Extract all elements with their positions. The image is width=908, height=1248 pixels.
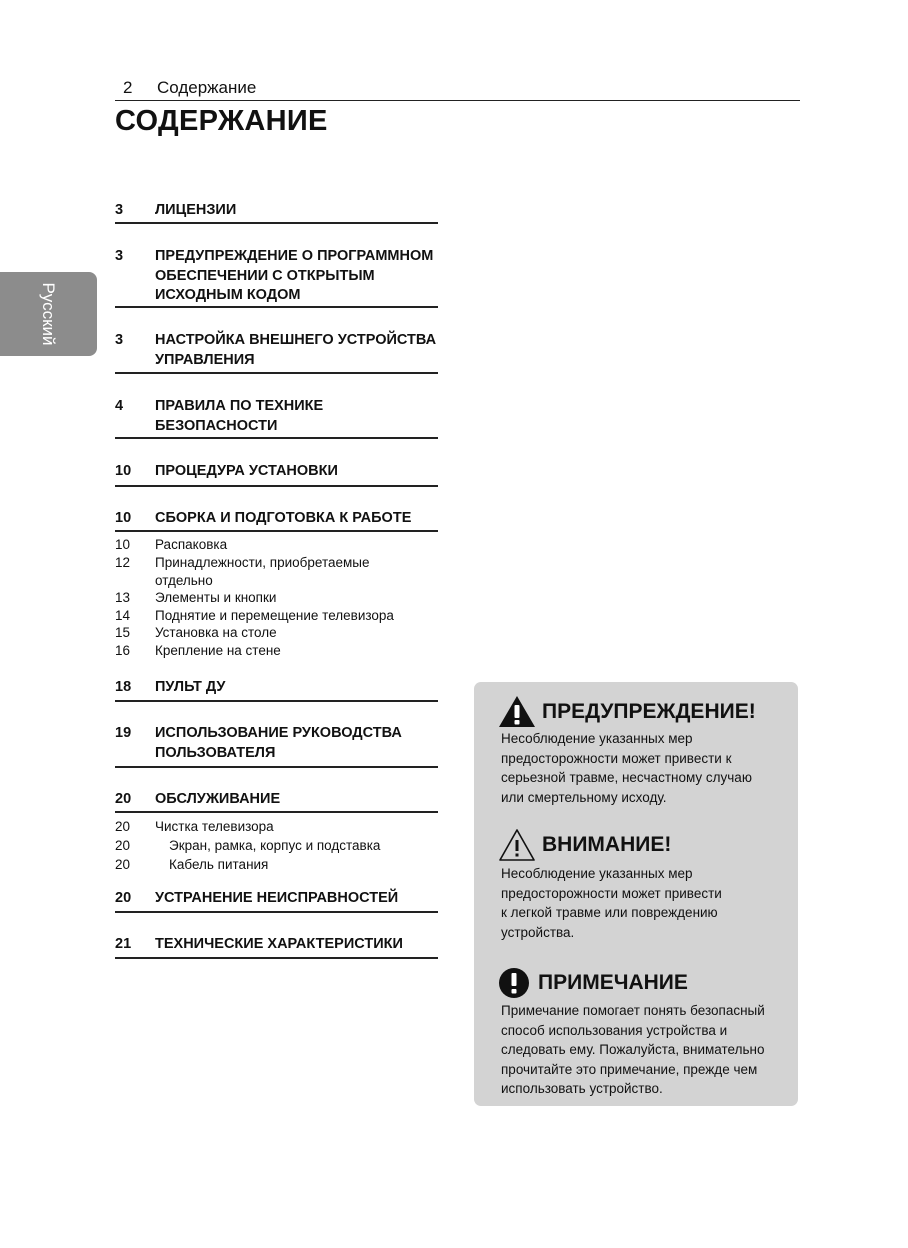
toc-title: СБОРКА И ПОДГОТОВКА К РАБОТЕ xyxy=(155,510,412,526)
text-line: предосторожности может привести к xyxy=(501,750,732,766)
toc-page: 19 xyxy=(115,725,132,741)
caution-title: ВНИМАНИЕ! xyxy=(542,833,672,856)
note-exclamation-icon xyxy=(498,966,532,1000)
toc-title: Экран, рамка, корпус и подставка xyxy=(169,838,381,853)
text-line: предосторожности может привести xyxy=(501,885,722,901)
toc-title: ПУЛЬТ ДУ xyxy=(155,679,226,695)
toc-title: Принадлежности, приобретаемые отдельно xyxy=(155,555,370,588)
text-line: или смертельному исходу. xyxy=(501,789,667,805)
caution-text xyxy=(501,864,791,942)
toc-entry[interactable] xyxy=(115,889,438,913)
toc-page: 21 xyxy=(115,936,132,952)
toc-entry[interactable] xyxy=(115,678,438,702)
toc-entry[interactable] xyxy=(115,462,438,487)
toc-page: 3 xyxy=(115,248,124,264)
warning-title: ПРЕДУПРЕЖДЕНИЕ! xyxy=(542,700,756,723)
toc-title: ПРЕДУПРЕЖДЕНИЕ О ПРОГРАММНОМ ОБЕСПЕЧЕНИИ С ОТКРЫТЫМ ИСХОДНЫМ КОДОМ xyxy=(155,248,434,303)
toc-entry[interactable] xyxy=(115,201,438,224)
toc-entry[interactable] xyxy=(115,724,438,768)
toc-page: 3 xyxy=(115,202,124,218)
toc-page: 4 xyxy=(115,398,124,414)
toc-title: ИСПОЛЬЗОВАНИЕ РУКОВОДСТВА ПОЛЬЗОВАТЕЛЯ xyxy=(155,725,402,761)
running-header xyxy=(115,76,800,101)
page-title: СОДЕРЖАНИЕ xyxy=(115,105,328,137)
toc-page: 16 xyxy=(115,643,131,658)
note-text xyxy=(501,1001,791,1099)
text-line: прочитайте это примечание, прежде чем xyxy=(501,1061,758,1077)
text-line: к легкой травме или повреждению xyxy=(501,905,718,920)
toc-page: 20 xyxy=(115,890,132,906)
toc-page: 20 xyxy=(115,857,131,872)
toc-page: 10 xyxy=(115,510,132,526)
text-line: устройства. xyxy=(501,924,575,940)
toc-title: ПРОЦЕДУРА УСТАНОВКИ xyxy=(155,463,338,479)
toc-page: 20 xyxy=(115,791,132,807)
toc-title: ЛИЦЕНЗИИ xyxy=(155,202,237,218)
warning-text xyxy=(501,729,791,807)
toc-title: ОБСЛУЖИВАНИЕ xyxy=(155,791,281,807)
text-line: Несоблюдение указанных мер xyxy=(501,731,693,746)
text-line: использовать устройство. xyxy=(501,1081,663,1096)
toc-page: 20 xyxy=(115,838,131,853)
text-line: следовать ему. Пожалуйста, внимательно xyxy=(501,1042,765,1057)
text-line: Примечание помогает понять безопасный xyxy=(501,1003,765,1018)
toc-title: Поднятие и перемещение телевизора xyxy=(155,608,394,623)
note-title: ПРИМЕЧАНИЕ xyxy=(538,971,688,994)
toc-page: 3 xyxy=(115,332,124,348)
notice-box xyxy=(474,682,798,1106)
text-line: Несоблюдение указанных мер xyxy=(501,866,693,881)
toc-page: 10 xyxy=(115,463,132,479)
toc-page: 10 xyxy=(115,537,131,552)
toc-page: 20 xyxy=(115,819,131,834)
toc-title: Установка на столе xyxy=(155,625,277,640)
toc-page: 14 xyxy=(115,608,131,623)
toc-title: ТЕХНИЧЕСКИЕ ХАРАКТЕРИСТИКИ xyxy=(155,936,403,952)
page-number: 2 xyxy=(123,78,133,97)
toc-title: Крепление на стене xyxy=(155,643,281,658)
toc-title: Распаковка xyxy=(155,537,228,552)
toc-page: 18 xyxy=(115,679,132,695)
toc-page: 13 xyxy=(115,590,131,605)
toc-entry[interactable] xyxy=(115,509,438,532)
text-line: серьезной травме, несчастному случаю xyxy=(501,770,752,785)
toc-entry[interactable] xyxy=(115,247,438,308)
running-section-title: Содержание xyxy=(157,78,257,97)
toc-entry[interactable] xyxy=(115,790,438,813)
toc-page: 12 xyxy=(115,555,131,570)
toc-title: Элементы и кнопки xyxy=(155,590,277,605)
language-tab xyxy=(0,272,97,356)
toc-page: 15 xyxy=(115,625,131,640)
caution-triangle-icon xyxy=(498,828,536,862)
toc-title: Кабель питания xyxy=(169,857,269,872)
language-tab-label: Русский xyxy=(39,282,58,346)
toc-entry[interactable] xyxy=(115,397,438,439)
toc-entry[interactable] xyxy=(115,935,438,959)
warning-triangle-icon xyxy=(498,695,536,729)
toc-title: Чистка телевизора xyxy=(155,819,274,834)
toc-entry[interactable] xyxy=(115,331,438,374)
text-line: способ использования устройства и xyxy=(501,1022,728,1038)
toc-title: ПРАВИЛА ПО ТЕХНИКЕ БЕЗОПАСНОСТИ xyxy=(155,398,324,434)
toc-title: НАСТРОЙКА ВНЕШНЕГО УСТРОЙСТВА УПРАВЛЕНИЯ xyxy=(155,332,437,368)
toc-title: УСТРАНЕНИЕ НЕИСПРАВНОСТЕЙ xyxy=(155,890,399,906)
